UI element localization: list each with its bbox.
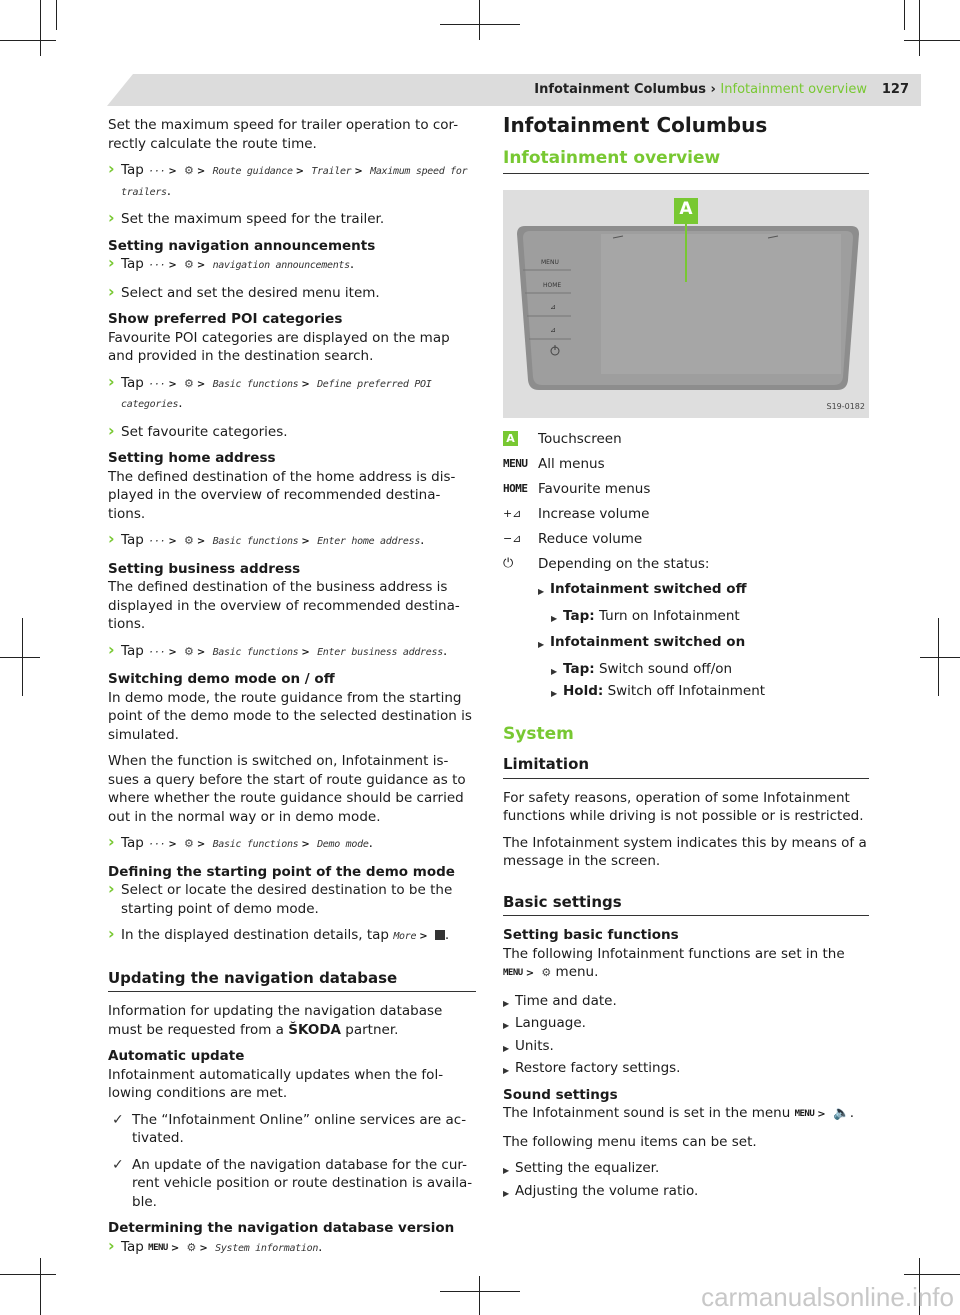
update-intro: Information for updating the navigation database must be requested from a ŠKODA partner. bbox=[108, 1003, 443, 1038]
speaker-icon: 🔈 bbox=[832, 1105, 850, 1121]
basic-functions-title: Setting basic functions bbox=[503, 927, 679, 943]
action-tap-turn-on: ▶ Tap: Turn on Infotainment bbox=[551, 607, 869, 626]
home-address-text: The defined destination of the home address is dis-played in the overview of recommended destina-tions. bbox=[108, 468, 456, 522]
settings-gear-icon: ⚙ bbox=[184, 837, 194, 850]
step-tap-system-info: › Tap MENU > ⚙ > System information. bbox=[108, 1238, 476, 1259]
menu-key-icon: MENU bbox=[794, 1109, 815, 1119]
legend-text: All menus bbox=[538, 456, 605, 472]
volume-down-icon: −⊿ bbox=[503, 532, 522, 545]
volume-down-button-icon: ⊿ bbox=[550, 326, 556, 334]
demo-mode-title: Switching demo mode on / off bbox=[108, 671, 335, 687]
legend-text: Increase volume bbox=[538, 506, 650, 522]
menu-button-label: MENU bbox=[541, 259, 559, 266]
condition-update-available: ✓ An update of the navigation database for the cur-rent vehicle position or route destination is availa-ble. bbox=[108, 1156, 476, 1212]
menu-key-icon: MENU bbox=[503, 457, 528, 470]
sound-settings-title: Sound settings bbox=[503, 1086, 618, 1103]
step-tap-home: › Tap ··· > ⚙ > Basic functions > Enter home address. bbox=[108, 531, 476, 552]
poi-title: Show preferred POI categories bbox=[108, 311, 343, 327]
skoda-brand: ŠKODA bbox=[288, 1021, 341, 1038]
action-hold-switch-off: ▶ Hold: Switch off Infotainment bbox=[551, 682, 869, 701]
overview-heading: Infotainment overview bbox=[503, 149, 869, 175]
legend-text: Favourite menus bbox=[538, 481, 651, 497]
automatic-update-title: Automatic update bbox=[108, 1048, 245, 1064]
step-tap-trailer: › Tap ··· > ⚙ > Route guidance > Trailer > Maximum speed for trailers. bbox=[108, 161, 476, 202]
figure-code: S19-0182 bbox=[826, 401, 865, 411]
breadcrumb-arrow: › bbox=[710, 82, 716, 97]
infotainment-figure bbox=[503, 190, 869, 418]
settings-gear-icon: ⚙ bbox=[184, 164, 194, 177]
sound-settings-text: The Infotainment sound is set in the menu MENU > 🔈. bbox=[503, 1104, 869, 1125]
settings-gear-icon: ⚙ bbox=[541, 966, 552, 979]
sound-item: ▶ Adjusting the volume ratio. bbox=[503, 1182, 869, 1201]
breadcrumb-chapter: Infotainment Columbus bbox=[534, 82, 706, 97]
step-tap-poi: › Tap ··· > ⚙ > Basic functions > Define preferred POI categories. bbox=[108, 374, 476, 415]
sound-item: ▶ Setting the equalizer. bbox=[503, 1159, 869, 1178]
breadcrumb-section: Infotainment overview bbox=[720, 82, 867, 97]
right-column bbox=[503, 113, 869, 1208]
update-database-heading: Updating the navigation database bbox=[108, 969, 476, 993]
menu-items-intro: The following menu items can be set. bbox=[503, 1133, 757, 1150]
step-tap-announcements: › Tap ··· > ⚙ > navigation announcements. bbox=[108, 255, 476, 276]
settings-gear-icon: ⚙ bbox=[186, 1240, 197, 1254]
home-key-icon: HOME bbox=[503, 482, 528, 495]
legend-row bbox=[503, 430, 869, 448]
state-switched-on: ▶ Infotainment switched on bbox=[538, 633, 869, 652]
step-set-max-speed: › Set the maximum speed for the trailer. bbox=[108, 210, 476, 229]
home-button-label: HOME bbox=[543, 282, 562, 289]
infotainment-device-illustration bbox=[503, 190, 869, 418]
legend-row bbox=[503, 530, 869, 548]
settings-gear-icon: ⚙ bbox=[184, 376, 194, 390]
legend-row bbox=[503, 455, 869, 473]
poi-text: Favourite POI categories are displayed on the map and provided in the destination search. bbox=[108, 329, 450, 364]
step-tap-business: › Tap ··· > ⚙ > Basic functions > Enter business address. bbox=[108, 642, 476, 663]
legend-row bbox=[503, 555, 869, 573]
chapter-title: Infotainment Columbus bbox=[503, 113, 768, 137]
breadcrumb bbox=[534, 82, 867, 97]
demo-start-title: Defining the starting point of the demo mode bbox=[108, 863, 455, 880]
state-switched-off: ▶ Infotainment switched off bbox=[538, 580, 869, 599]
power-icon: ⏻ bbox=[503, 556, 514, 571]
left-column bbox=[108, 116, 476, 1266]
business-address-text: The defined destination of the business address is displayed in the overview of recommended destina-tions. bbox=[108, 579, 460, 632]
header-wedge bbox=[107, 74, 133, 106]
watermark: carmanualsonline.info bbox=[701, 1282, 954, 1312]
demo-flag-icon bbox=[435, 930, 445, 940]
step-destination-details: › In the displayed destination details, tap More > . bbox=[108, 926, 476, 947]
home-address-title: Setting home address bbox=[108, 450, 276, 466]
volume-up-icon: +⊿ bbox=[503, 507, 522, 520]
basic-settings-heading: Basic settings bbox=[503, 893, 869, 917]
settings-gear-icon: ⚙ bbox=[184, 534, 194, 547]
legend-text: Reduce volume bbox=[538, 531, 643, 547]
page-number: 127 bbox=[881, 82, 909, 97]
label-a-text: A bbox=[679, 199, 693, 219]
demo-mode-text-1: In demo mode, the route guidance from the starting point of the demo mode to the selected destination is simulated. bbox=[108, 689, 472, 743]
business-address-title: Setting business address bbox=[108, 560, 301, 577]
step-set-favourites: › Set favourite categories. bbox=[108, 423, 476, 442]
basic-item: ▶ Units. bbox=[503, 1037, 869, 1056]
intro-text: Set the maximum speed for trailer operation to cor-rectly calculate the route time. bbox=[108, 117, 459, 152]
database-version-title: Determining the navigation database version bbox=[108, 1220, 455, 1236]
menu-key-icon: MENU bbox=[503, 968, 523, 978]
nav-announcements-title: Setting navigation announcements bbox=[108, 237, 376, 254]
basic-functions-text: The following Infotainment functions are set in the MENU > ⚙ menu. bbox=[503, 945, 869, 984]
legend-text: Depending on the status: bbox=[538, 556, 710, 572]
step-select-menu-item: › Select and set the desired menu item. bbox=[108, 284, 476, 303]
limitation-heading: Limitation bbox=[503, 755, 869, 779]
basic-item: ▶ Language. bbox=[503, 1014, 869, 1033]
system-heading: System bbox=[503, 723, 574, 744]
volume-up-button-icon: ⊿ bbox=[550, 303, 556, 311]
action-tap-sound: ▶ Tap: Switch sound off/on bbox=[551, 660, 869, 679]
step-select-destination: › Select or locate the desired destination to be the starting point of demo mode. bbox=[108, 881, 476, 918]
limitation-text-2: The Infotainment system indicates this by means of a message in the screen. bbox=[503, 834, 867, 869]
settings-gear-icon: ⚙ bbox=[184, 644, 194, 658]
touchscreen-key: A bbox=[503, 431, 518, 446]
legend-row bbox=[503, 480, 869, 498]
page-header bbox=[107, 74, 921, 106]
step-tap-demo: › Tap ··· > ⚙ > Basic functions > Demo mode. bbox=[108, 834, 476, 855]
basic-item: ▶ Restore factory settings. bbox=[503, 1059, 869, 1078]
legend-text: Touchscreen bbox=[538, 431, 622, 447]
automatic-update-text: Infotainment automatically updates when the fol-lowing conditions are met. bbox=[108, 1066, 444, 1101]
menu-key-icon: MENU bbox=[148, 1242, 168, 1253]
demo-mode-text-2: When the function is switched on, Infotainment is-sues a query before the start of route guidance as to where whether the route guidance should be carried out in the normal way or in demo mode. bbox=[108, 753, 466, 825]
settings-gear-icon: ⚙ bbox=[184, 258, 194, 271]
limitation-text-1: For safety reasons, operation of some Infotainment functions while driving is not possible or is restricted. bbox=[503, 789, 864, 824]
legend-row bbox=[503, 505, 869, 523]
condition-online-services: ✓ The “Infotainment Online” online services are ac-tivated. bbox=[108, 1111, 476, 1148]
basic-item: ▶ Time and date. bbox=[503, 992, 869, 1011]
